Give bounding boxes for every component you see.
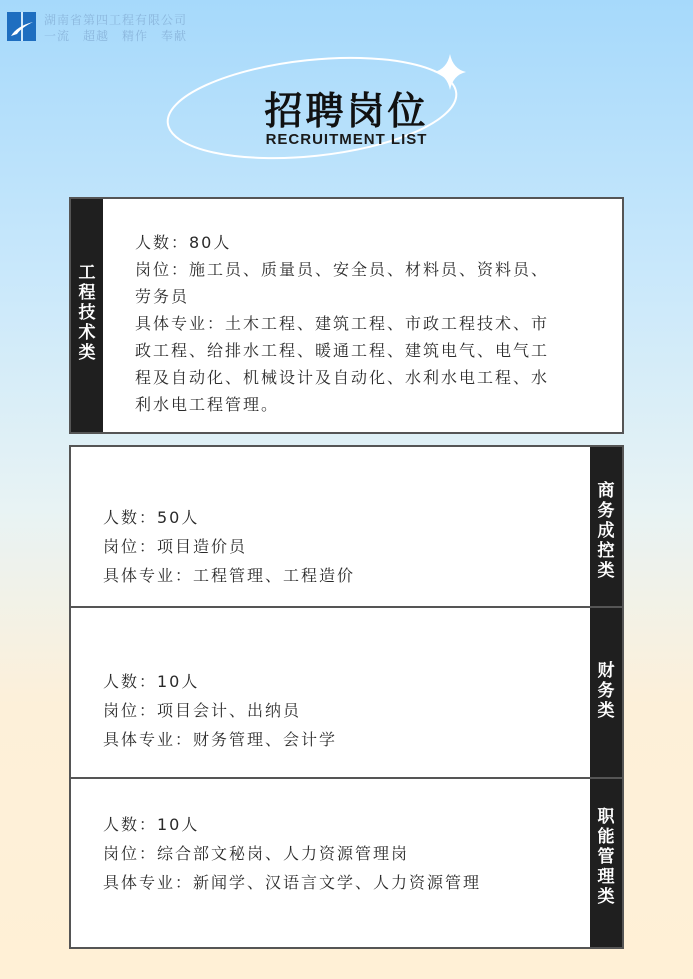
label-char: 类 (597, 887, 615, 907)
label-char: 程 (78, 283, 96, 303)
positions: 岗位：项目会计、出纳员 (103, 701, 302, 720)
majors: 具体专业：新闻学、汉语言文学、人力资源管理 (103, 873, 482, 892)
slogan-word: 奉献 (161, 29, 188, 43)
category-details-finance (103, 667, 337, 754)
company-logo-icon (7, 12, 36, 41)
label-char: 类 (597, 561, 615, 581)
label-char: 能 (597, 827, 615, 847)
category-label-finance (590, 661, 622, 721)
positions-line: 岗位：施工员、质量员、安全员、材料员、资料员、 (135, 260, 550, 279)
slogan-word: 一流 (44, 29, 71, 43)
company-name: 湖南省第四工程有限公司 (44, 13, 188, 27)
positions: 岗位：综合部文秘岗、人力资源管理岗 (103, 844, 410, 863)
headcount: 人数：50人 (103, 508, 200, 527)
label-char: 类 (597, 701, 615, 721)
majors: 具体专业：财务管理、会计学 (103, 730, 338, 749)
label-char: 成 (597, 521, 615, 541)
company-slogan (44, 28, 200, 44)
section-divider (71, 606, 622, 608)
label-char: 类 (78, 343, 96, 363)
headcount: 人数：10人 (103, 672, 200, 691)
page-subtitle: RECRUITMENT LIST (265, 131, 428, 148)
label-char: 术 (78, 323, 96, 343)
positions: 岗位：项目造价员 (103, 537, 248, 556)
positions-line: 劳务员 (135, 287, 190, 306)
headcount: 人数：10人 (103, 815, 200, 834)
label-char: 商 (597, 481, 615, 501)
category-label-business (590, 481, 622, 581)
label-char: 技 (78, 303, 96, 323)
category-label-engineering (71, 199, 103, 432)
category-card-engineering (69, 197, 624, 434)
category-label-column (590, 447, 622, 947)
majors: 具体专业：工程管理、工程造价 (103, 566, 356, 585)
label-char: 职 (597, 807, 615, 827)
category-details-admin (103, 810, 481, 897)
headcount: 人数：80人 (135, 233, 232, 252)
slogan-word: 精作 (122, 29, 149, 43)
majors-line: 具体专业：土木工程、建筑工程、市政工程技术、市 (135, 314, 550, 333)
label-char: 控 (597, 541, 615, 561)
company-header (44, 12, 200, 44)
category-card-group (69, 445, 624, 949)
label-char: 管 (597, 847, 615, 867)
label-char: 工 (78, 263, 96, 283)
label-char: 财 (597, 661, 615, 681)
slogan-word: 超越 (83, 29, 110, 43)
label-char: 务 (597, 681, 615, 701)
label-char: 理 (597, 867, 615, 887)
category-label-admin (590, 807, 622, 907)
page-title: 招聘岗位 (264, 89, 429, 133)
category-details (135, 229, 585, 418)
label-char: 务 (597, 501, 615, 521)
category-details-business (103, 503, 355, 590)
majors-line: 利水电工程管理。 (135, 395, 280, 414)
section-divider (71, 777, 622, 779)
majors-line: 政工程、给排水工程、暖通工程、建筑电气、电气工 (135, 341, 550, 360)
majors-line: 程及自动化、机械设计及自动化、水利水电工程、水 (135, 368, 550, 387)
